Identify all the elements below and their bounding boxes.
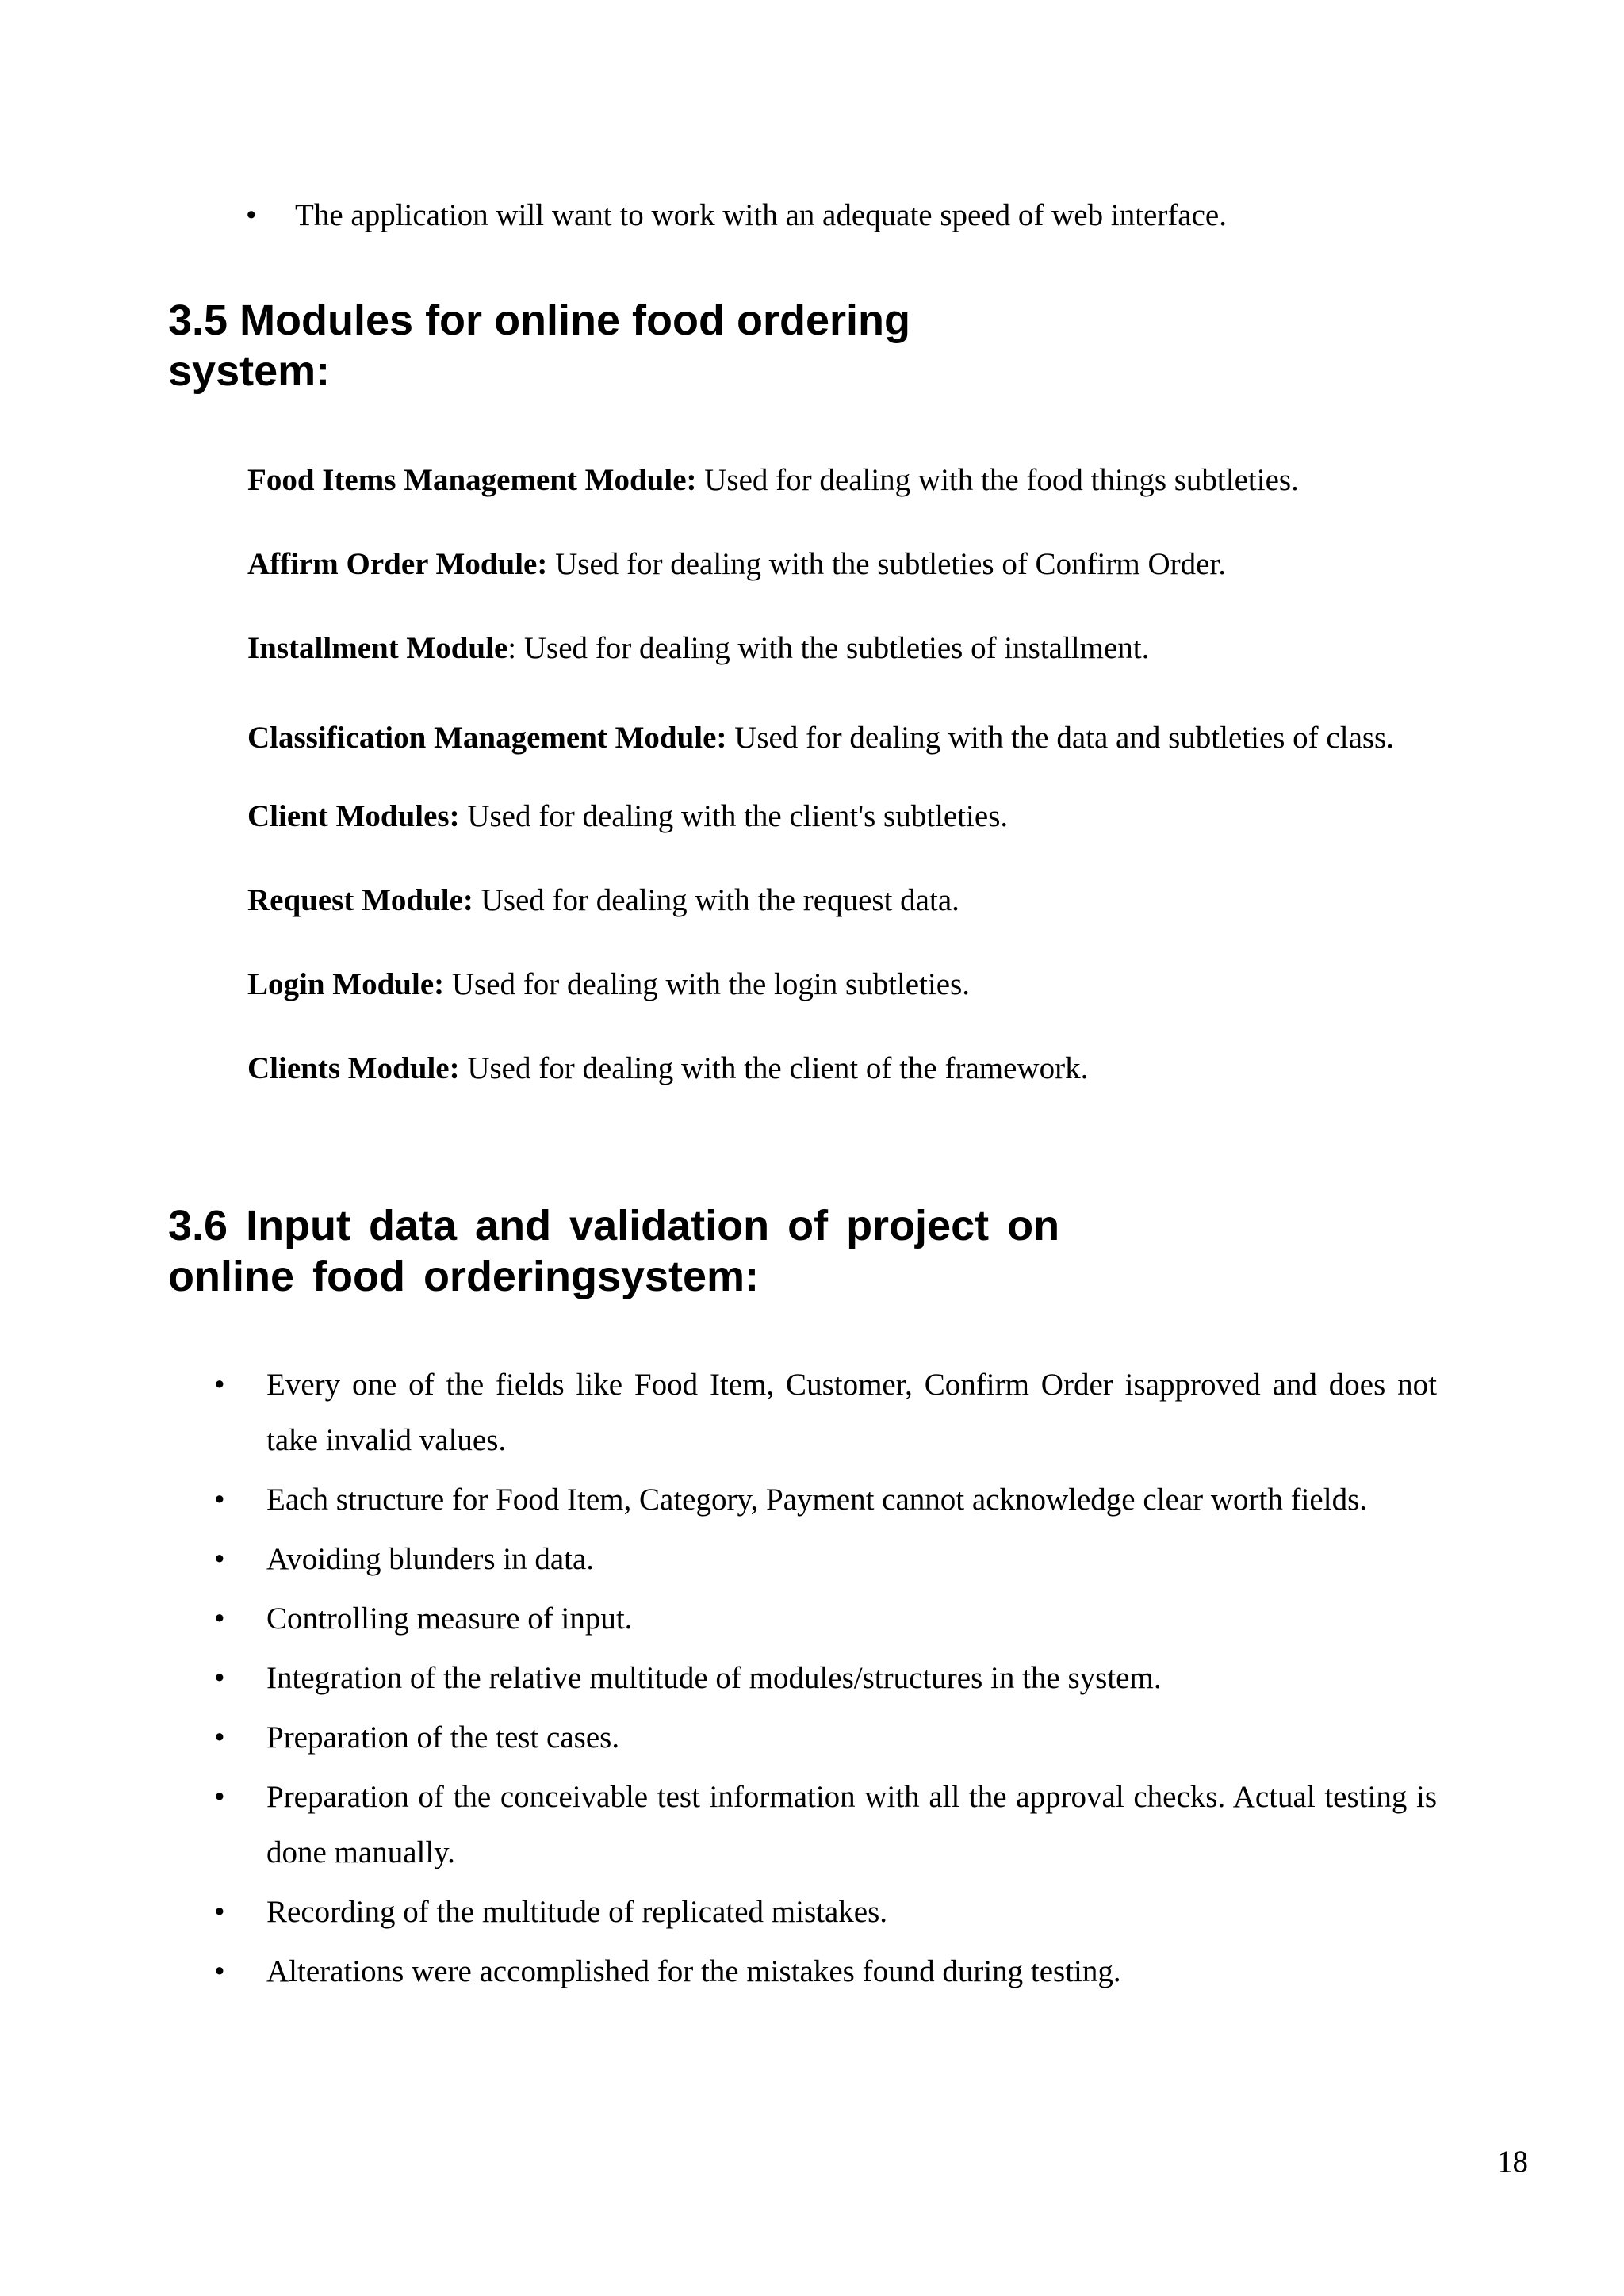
list-item-text: Preparation of the conceivable test information with all the approval checks. Actual testing is done manually. bbox=[266, 1780, 1437, 1869]
page-number: 18 bbox=[1497, 2145, 1528, 2179]
list-item bbox=[211, 1944, 1437, 1999]
bullet-text: The application will want to work with an adequate speed of web interface. bbox=[295, 198, 1227, 232]
bullet-icon: • bbox=[246, 198, 257, 232]
list-item-text: Every one of the fields like Food Item, Customer, Confirm Order isapproved and does not take invalid values. bbox=[266, 1368, 1437, 1457]
bullet-icon: • bbox=[214, 1720, 225, 1755]
list-item bbox=[211, 1885, 1437, 1940]
module-description: Used for dealing with the client of the framework. bbox=[459, 1051, 1089, 1085]
bullet-icon: • bbox=[214, 1954, 225, 1988]
list-item-text: Controlling measure of input. bbox=[266, 1601, 633, 1636]
list-item bbox=[211, 1532, 1437, 1587]
list-item-text: Recording of the multitude of replicated mistakes. bbox=[266, 1895, 888, 1929]
list-item-text: Each structure for Food Item, Category, Payment cannot acknowledge clear worth fields. bbox=[266, 1483, 1368, 1517]
module-name: Request Module: bbox=[247, 883, 473, 917]
heading-line: 3.6 Input data and validation of project on bbox=[168, 1202, 1060, 1249]
bullet-icon: • bbox=[214, 1661, 225, 1695]
list-item-text: Integration of the relative multitude of modules/structures in the system. bbox=[266, 1661, 1162, 1695]
module-description: : Used for dealing with the subtleties of installment. bbox=[508, 631, 1150, 665]
bullet-icon: • bbox=[214, 1483, 225, 1517]
module-entry bbox=[247, 1047, 1445, 1090]
module-name: Clients Module: bbox=[247, 1051, 460, 1085]
module-name: Login Module: bbox=[247, 967, 445, 1001]
module-entry bbox=[247, 542, 1445, 586]
list-item bbox=[211, 1651, 1437, 1706]
list-item bbox=[211, 1710, 1437, 1766]
bullet-icon: • bbox=[214, 1601, 225, 1636]
list-item-text: Alterations were accomplished for the mistakes found during testing. bbox=[266, 1954, 1121, 1988]
module-description: Used for dealing with the client's subtleties. bbox=[459, 799, 1009, 833]
heading-line: system: bbox=[168, 347, 331, 395]
module-name: Affirm Order Module: bbox=[247, 547, 548, 581]
module-name: Food Items Management Module: bbox=[247, 463, 697, 497]
heading-line: 3.5 Modules for online food ordering bbox=[168, 297, 911, 344]
heading-line: online food orderingsystem: bbox=[168, 1253, 760, 1300]
bullet-icon: • bbox=[214, 1368, 225, 1402]
module-name: Installment Module bbox=[247, 631, 508, 665]
list-item bbox=[211, 1357, 1437, 1468]
bullet-icon: • bbox=[214, 1895, 225, 1929]
module-description: Used for dealing with the login subtleties. bbox=[444, 967, 971, 1001]
list-item bbox=[211, 1591, 1437, 1647]
section-heading-3-6 bbox=[168, 1200, 1080, 1302]
module-entry bbox=[247, 710, 1445, 766]
modules-list bbox=[247, 458, 1445, 1131]
list-item bbox=[211, 1770, 1437, 1881]
list-item-text: Preparation of the test cases. bbox=[266, 1720, 620, 1755]
list-item bbox=[211, 1472, 1437, 1528]
section-heading-3-5 bbox=[168, 295, 961, 396]
module-entry bbox=[247, 962, 1445, 1006]
bullet-icon: • bbox=[214, 1780, 225, 1814]
validation-list bbox=[211, 1357, 1437, 2003]
module-entry bbox=[247, 458, 1445, 502]
module-entry bbox=[247, 794, 1445, 838]
list-item-text: Avoiding blunders in data. bbox=[266, 1542, 595, 1576]
module-description: Used for dealing with the request data. bbox=[473, 883, 959, 917]
module-entry bbox=[247, 626, 1445, 670]
module-entry bbox=[247, 878, 1445, 922]
module-description: Used for dealing with the data and subtleties of class. bbox=[726, 721, 1394, 755]
module-name: Classification Management Module: bbox=[247, 721, 727, 755]
module-description: Used for dealing with the food things subtleties. bbox=[696, 463, 1299, 497]
bullet-icon: • bbox=[214, 1542, 225, 1576]
module-description: Used for dealing with the subtleties of Confirm Order. bbox=[547, 547, 1227, 581]
module-name: Client Modules: bbox=[247, 799, 460, 833]
